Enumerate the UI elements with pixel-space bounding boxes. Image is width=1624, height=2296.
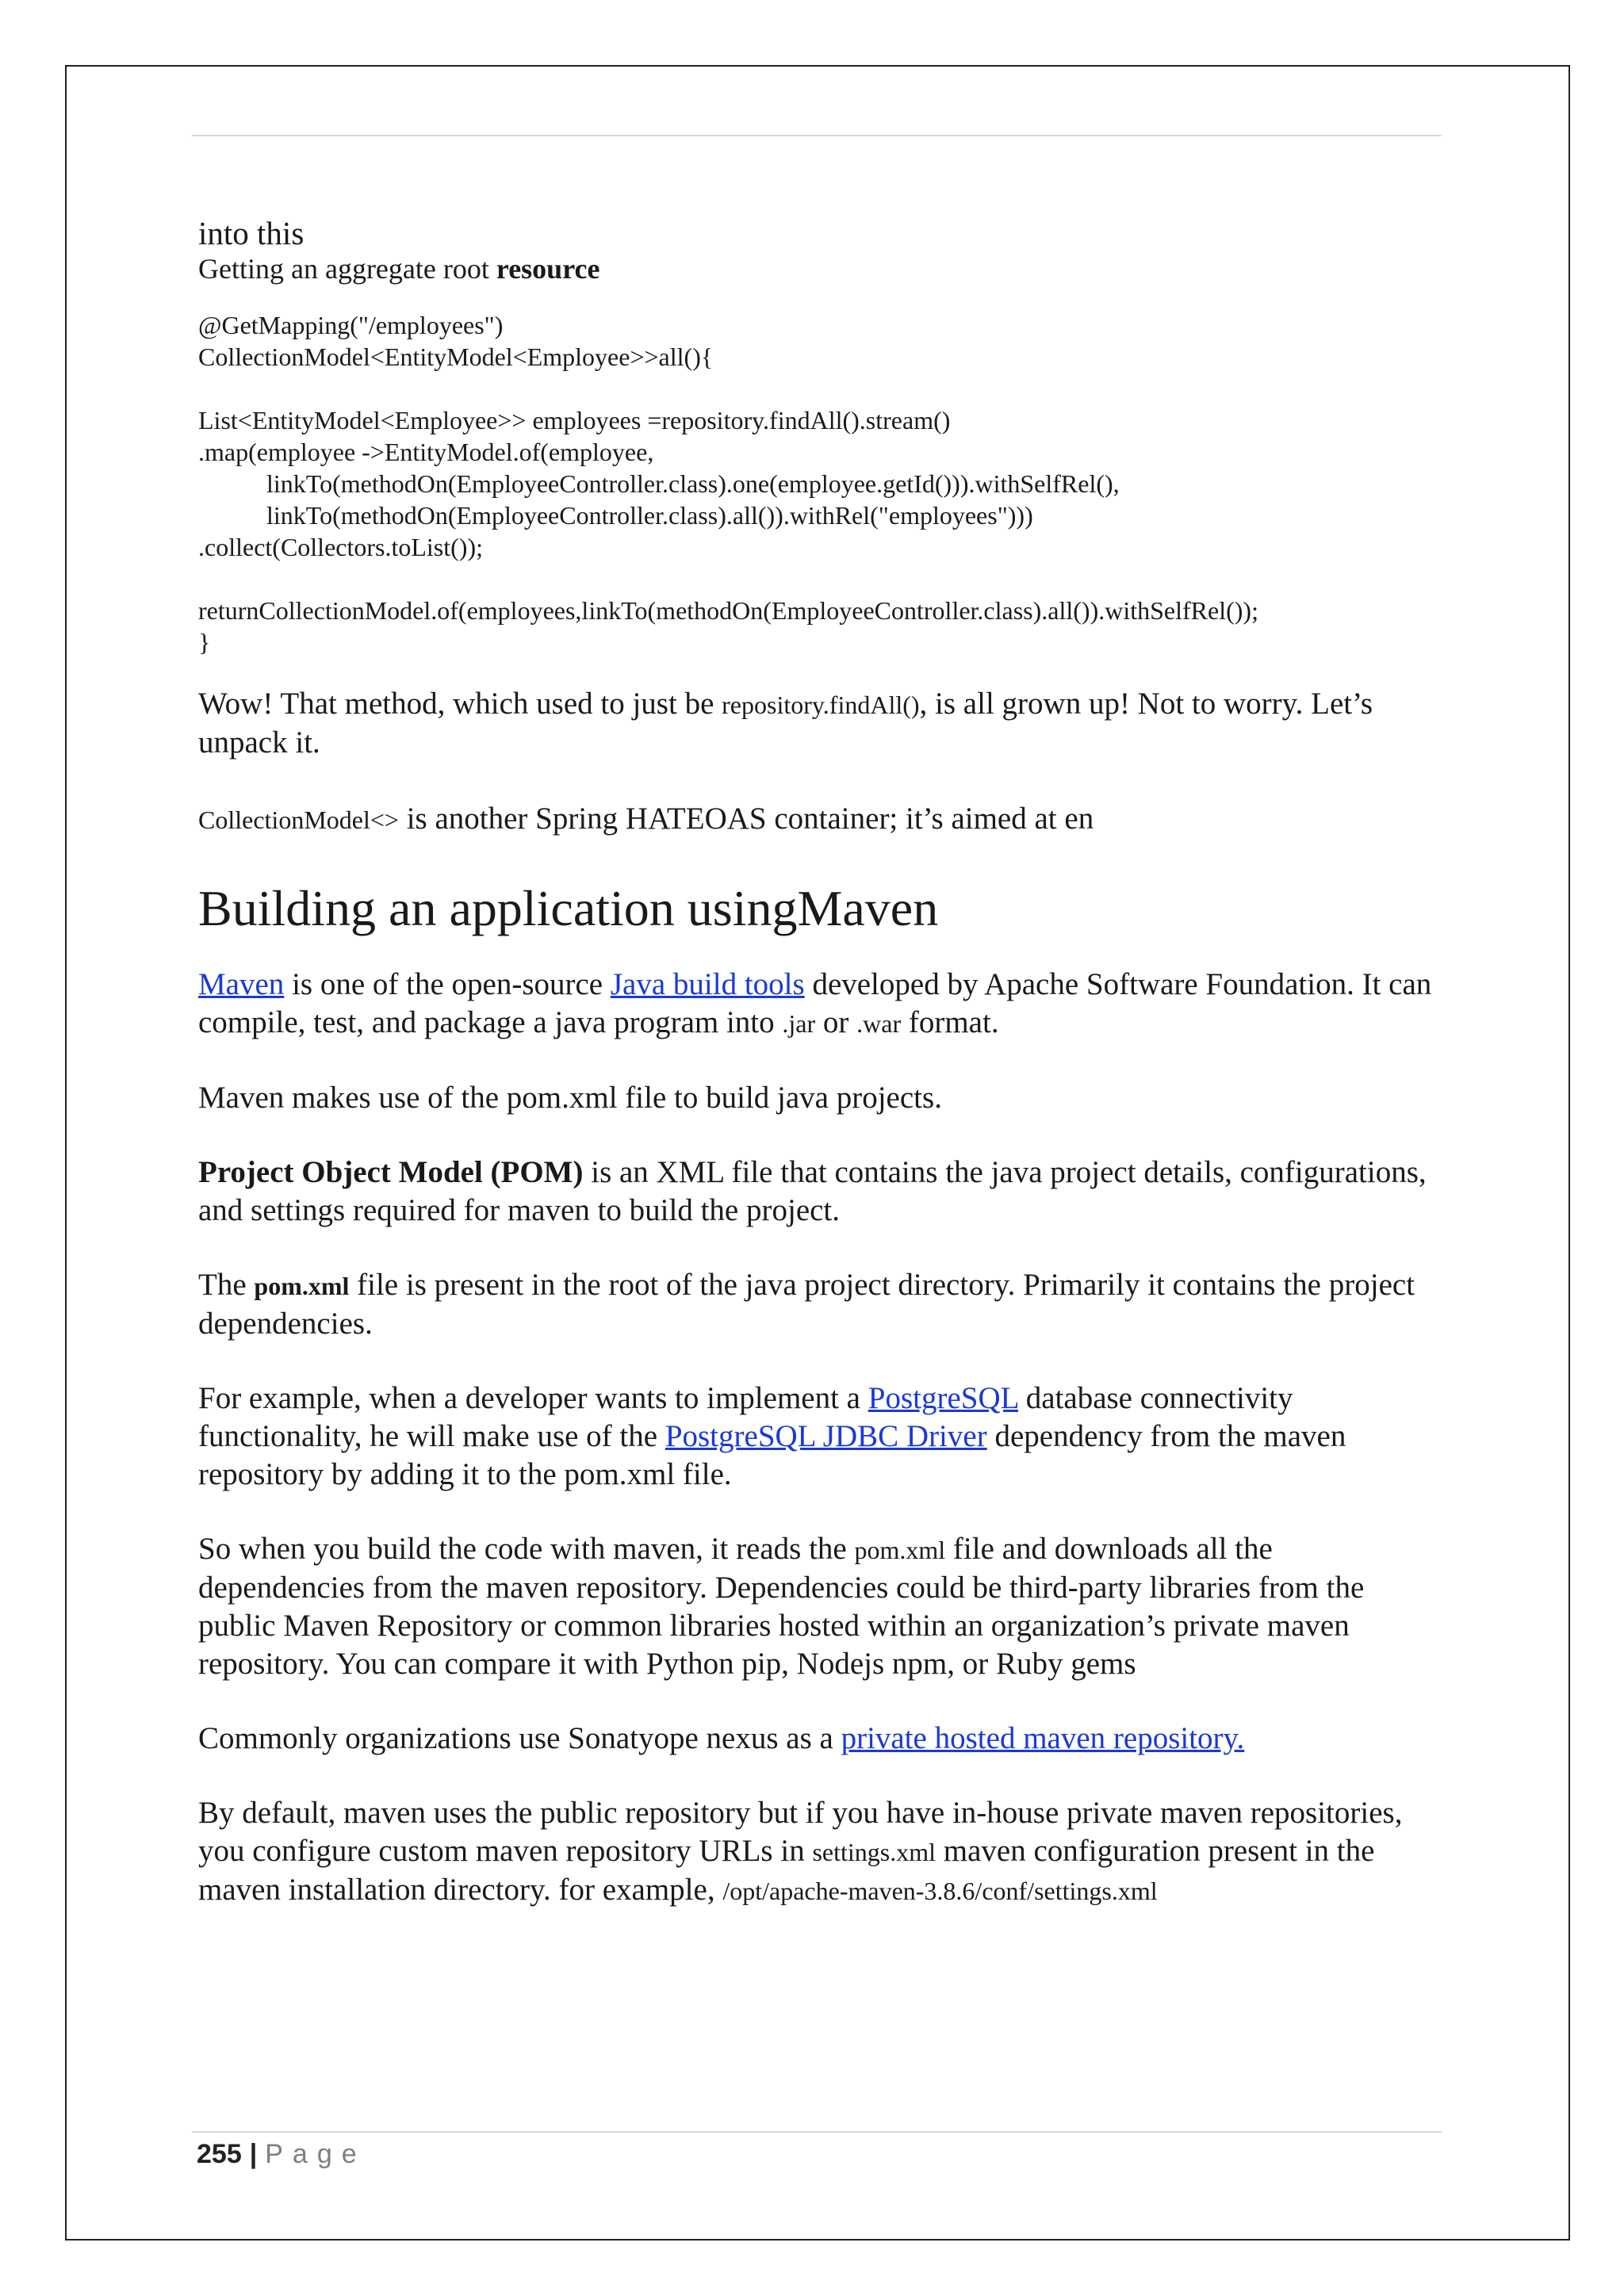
text-run: , is all grown up! Not to worry. Let’s unpack it.: [198, 687, 1373, 760]
inline-code: repository.findAll(): [722, 691, 920, 719]
code-blank-line: [198, 563, 1443, 595]
footer-separator: |: [249, 2139, 258, 2169]
text-run: is an XML file that contains the java project details, configurations, and settings required for maven to build the project.: [198, 1155, 1427, 1227]
text-run: For example, when a developer wants to implement a: [198, 1381, 868, 1415]
bold-term: pom.xml: [254, 1272, 350, 1300]
inline-code: /opt/apache-maven-3.8.6/conf/settings.xml: [722, 1877, 1158, 1905]
paragraph-pom-usage: Maven makes use of the pom.xml file to build java projects.: [198, 1081, 942, 1115]
page-label: Page: [265, 2139, 366, 2169]
text-run: developed by Apache Software Foundation. It can compile, test, and package a java program into: [198, 967, 1432, 1039]
page-footer: [197, 2139, 366, 2170]
code-blank-line: [198, 373, 1443, 404]
page-number: 255: [197, 2139, 242, 2169]
inline-code: CollectionModel<>: [198, 806, 399, 834]
text-run: format.: [901, 1005, 999, 1039]
code-caption-prefix: Getting an aggregate root: [198, 253, 496, 285]
code-line: List<EntityModel<Employee>> employees =repository.findAll().stream(): [198, 406, 951, 434]
text-run: So when you build the code with maven, it reads the: [198, 1532, 855, 1566]
code-line: linkTo(methodOn(EmployeeController.class).all()).withRel("employees"))): [266, 501, 1033, 530]
text-run: Commonly organizations use Sonatyope nexus as a: [198, 1721, 841, 1755]
private-repository-link[interactable]: private hosted maven repository.: [841, 1721, 1245, 1755]
text-run: dependency from the maven repository by adding it to the pom.xml file.: [198, 1419, 1346, 1491]
text-run: file is present in the root of the java project directory. Primarily it contains the project dependencies.: [198, 1268, 1415, 1341]
text-run: Wow! That method, which used to just be: [198, 687, 722, 721]
code-line: @GetMapping("/employees"): [198, 311, 504, 339]
text-run: file and downloads all the dependencies from the maven repository. Dependencies could be third-party libraries from the public Maven Repository or common libraries hosted within an organization’s private maven repository. You can compare it with Python pip, Nodejs npm, or Ruby gems: [198, 1532, 1365, 1681]
code-caption-bold: resource: [496, 253, 600, 285]
text-run: maven configuration present in the maven installation directory. for example,: [198, 1834, 1375, 1907]
footer-rule: [192, 2131, 1442, 2133]
code-line: .collect(Collectors.toList());: [198, 533, 483, 561]
text-run: The: [198, 1268, 255, 1302]
maven-link[interactable]: Maven: [198, 967, 285, 1001]
paragraph-settings: [198, 1794, 1443, 1910]
text-run: is one of the open-source: [284, 967, 611, 1001]
postgresql-jdbc-driver-link[interactable]: PostgreSQL JDBC Driver: [665, 1419, 987, 1453]
code-line: CollectionModel<EntityModel<Employee>>all(){: [198, 342, 714, 371]
code-line: linkTo(methodOn(EmployeeController.class).one(employee.getId())).withSelfRel(),: [266, 469, 1120, 498]
text-run: By default, maven uses the public repository but if you have in-house private maven repositories, you configure custom maven repository URLs in: [198, 1796, 1403, 1868]
text-run: is another Spring HATEOAS container; it’s aimed at en: [398, 802, 1094, 836]
code-line: .map(employee ->EntityModel.of(employee,: [198, 438, 654, 466]
paragraph-example: [198, 1380, 1443, 1494]
paragraph-wow: [198, 685, 1443, 762]
paragraph-collection-model: [198, 800, 1443, 839]
postgresql-link[interactable]: PostgreSQL: [868, 1381, 1018, 1415]
java-build-tools-link[interactable]: Java build tools: [610, 967, 805, 1001]
code-line: }: [198, 628, 211, 656]
inline-code: .jar: [782, 1009, 816, 1038]
paragraph-maven-intro: [198, 966, 1443, 1043]
inline-code: settings.xml: [812, 1838, 936, 1866]
page-content: [198, 214, 1443, 1910]
bold-term: Project Object Model (POM): [198, 1155, 584, 1189]
code-line: returnCollectionModel.of(employees,linkTo(methodOn(EmployeeController.class).all()).withSelfRel());: [198, 596, 1258, 625]
text-run: database connectivity functionality, he will make use of the: [198, 1381, 1293, 1453]
section-heading: Building an application usingMaven: [198, 880, 939, 936]
text-run: or: [815, 1005, 857, 1039]
code-caption: [198, 252, 1443, 285]
inline-code: .war: [856, 1009, 902, 1038]
code-listing: [198, 309, 1443, 658]
header-rule: [192, 135, 1442, 136]
paragraph-dependencies: [198, 1530, 1443, 1683]
inline-code: pom.xml: [854, 1536, 946, 1564]
paragraph-pom-location: [198, 1266, 1443, 1343]
paragraph-pom-definition: [198, 1154, 1443, 1230]
intro-text: into this: [198, 215, 304, 251]
paragraph-nexus: [198, 1720, 1443, 1758]
